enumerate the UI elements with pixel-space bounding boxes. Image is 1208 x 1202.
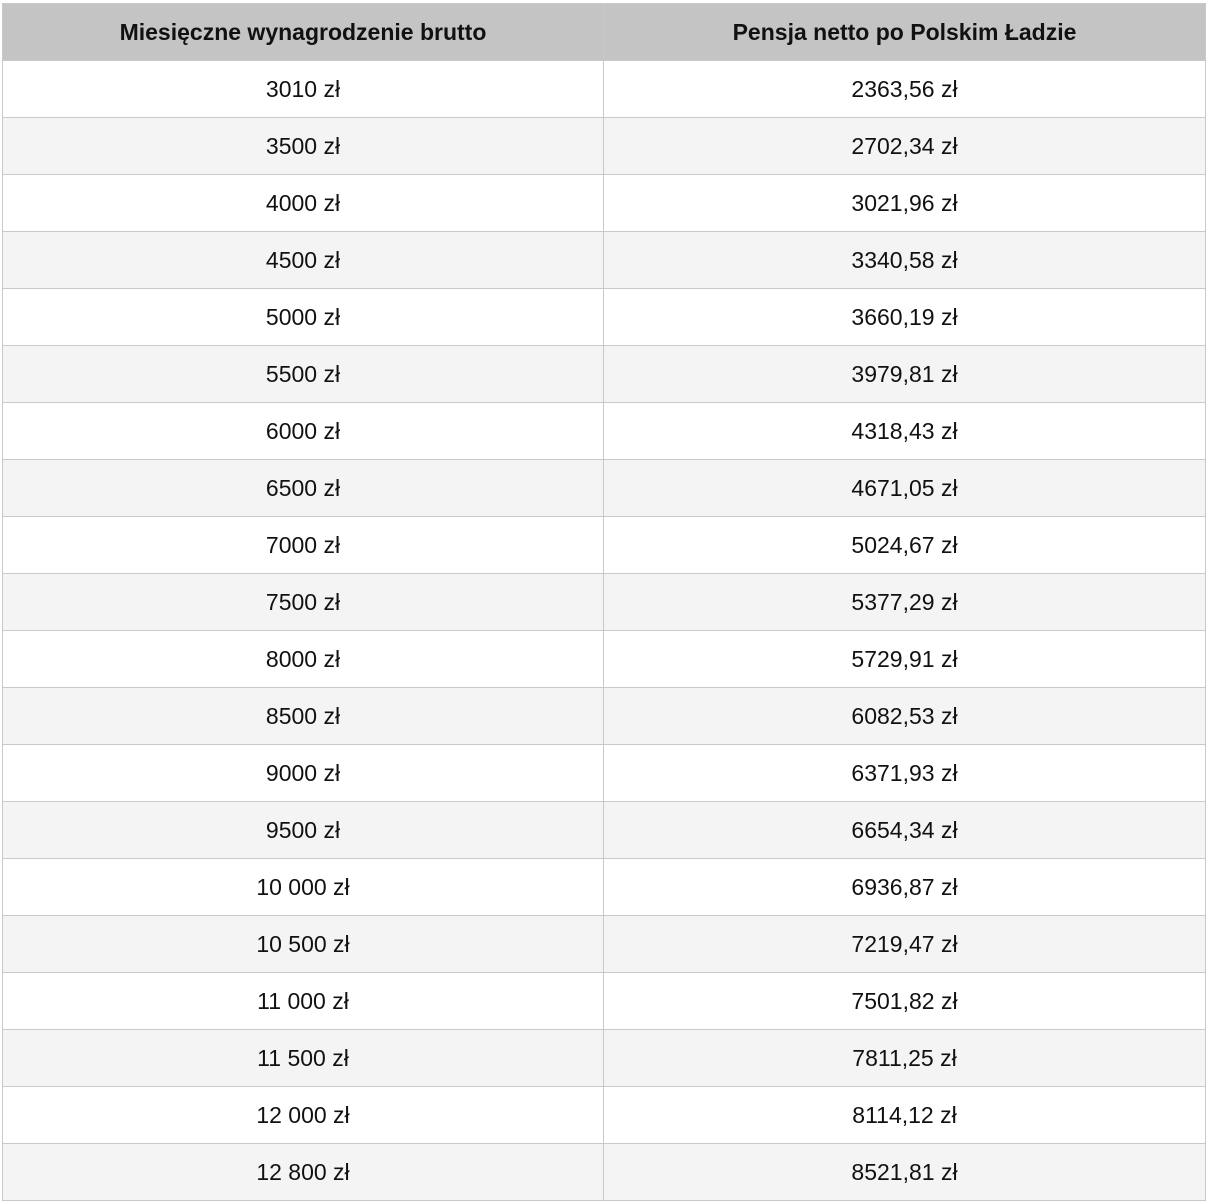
cell-gross-salary: 8000 zł [3,631,604,688]
table-row [3,574,1206,631]
cell-net-salary: 5377,29 zł [604,574,1206,631]
table-row [3,859,1206,916]
cell-net-salary: 6371,93 zł [604,745,1206,802]
cell-gross-salary: 9000 zł [3,745,604,802]
cell-net-salary: 5024,67 zł [604,517,1206,574]
cell-gross-salary: 11 500 zł [3,1030,604,1087]
cell-net-salary: 2363,56 zł [604,61,1206,118]
cell-net-salary: 4318,43 zł [604,403,1206,460]
cell-gross-salary: 6000 zł [3,403,604,460]
cell-net-salary: 3660,19 zł [604,289,1206,346]
table-row [3,916,1206,973]
cell-gross-salary: 10 000 zł [3,859,604,916]
table-row [3,1144,1206,1201]
table-row [3,403,1206,460]
table-row [3,460,1206,517]
cell-net-salary: 3979,81 zł [604,346,1206,403]
table-row [3,688,1206,745]
cell-gross-salary: 12 000 zł [3,1087,604,1144]
cell-net-salary: 6654,34 zł [604,802,1206,859]
cell-net-salary: 4671,05 zł [604,460,1206,517]
table-row [3,631,1206,688]
table-row [3,232,1206,289]
cell-gross-salary: 5500 zł [3,346,604,403]
cell-net-salary: 6082,53 zł [604,688,1206,745]
salary-table [2,3,1206,1201]
cell-net-salary: 7219,47 zł [604,916,1206,973]
table-row [3,289,1206,346]
cell-gross-salary: 12 800 zł [3,1144,604,1201]
cell-gross-salary: 8500 zł [3,688,604,745]
cell-gross-salary: 9500 zł [3,802,604,859]
cell-net-salary: 5729,91 zł [604,631,1206,688]
cell-gross-salary: 10 500 zł [3,916,604,973]
table-row [3,802,1206,859]
header-net-salary: Pensja netto po Polskim Ładzie [604,4,1206,61]
cell-net-salary: 2702,34 zł [604,118,1206,175]
cell-gross-salary: 7000 zł [3,517,604,574]
table-row [3,517,1206,574]
table-row [3,1087,1206,1144]
cell-net-salary: 7501,82 zł [604,973,1206,1030]
cell-gross-salary: 5000 zł [3,289,604,346]
salary-table-container [2,3,1205,1201]
cell-net-salary: 3021,96 zł [604,175,1206,232]
cell-gross-salary: 11 000 zł [3,973,604,1030]
table-row [3,61,1206,118]
cell-gross-salary: 3010 zł [3,61,604,118]
cell-net-salary: 8521,81 zł [604,1144,1206,1201]
table-row [3,973,1206,1030]
table-row [3,745,1206,802]
cell-net-salary: 8114,12 zł [604,1087,1206,1144]
cell-gross-salary: 4000 zł [3,175,604,232]
table-body [3,61,1206,1201]
table-row [3,1030,1206,1087]
cell-net-salary: 6936,87 zł [604,859,1206,916]
cell-gross-salary: 7500 zł [3,574,604,631]
table-row [3,175,1206,232]
cell-gross-salary: 6500 zł [3,460,604,517]
header-gross-salary: Miesięczne wynagrodzenie brutto [3,4,604,61]
table-row [3,118,1206,175]
table-row [3,346,1206,403]
cell-net-salary: 7811,25 zł [604,1030,1206,1087]
table-header-row [3,4,1206,61]
cell-net-salary: 3340,58 zł [604,232,1206,289]
cell-gross-salary: 3500 zł [3,118,604,175]
cell-gross-salary: 4500 zł [3,232,604,289]
